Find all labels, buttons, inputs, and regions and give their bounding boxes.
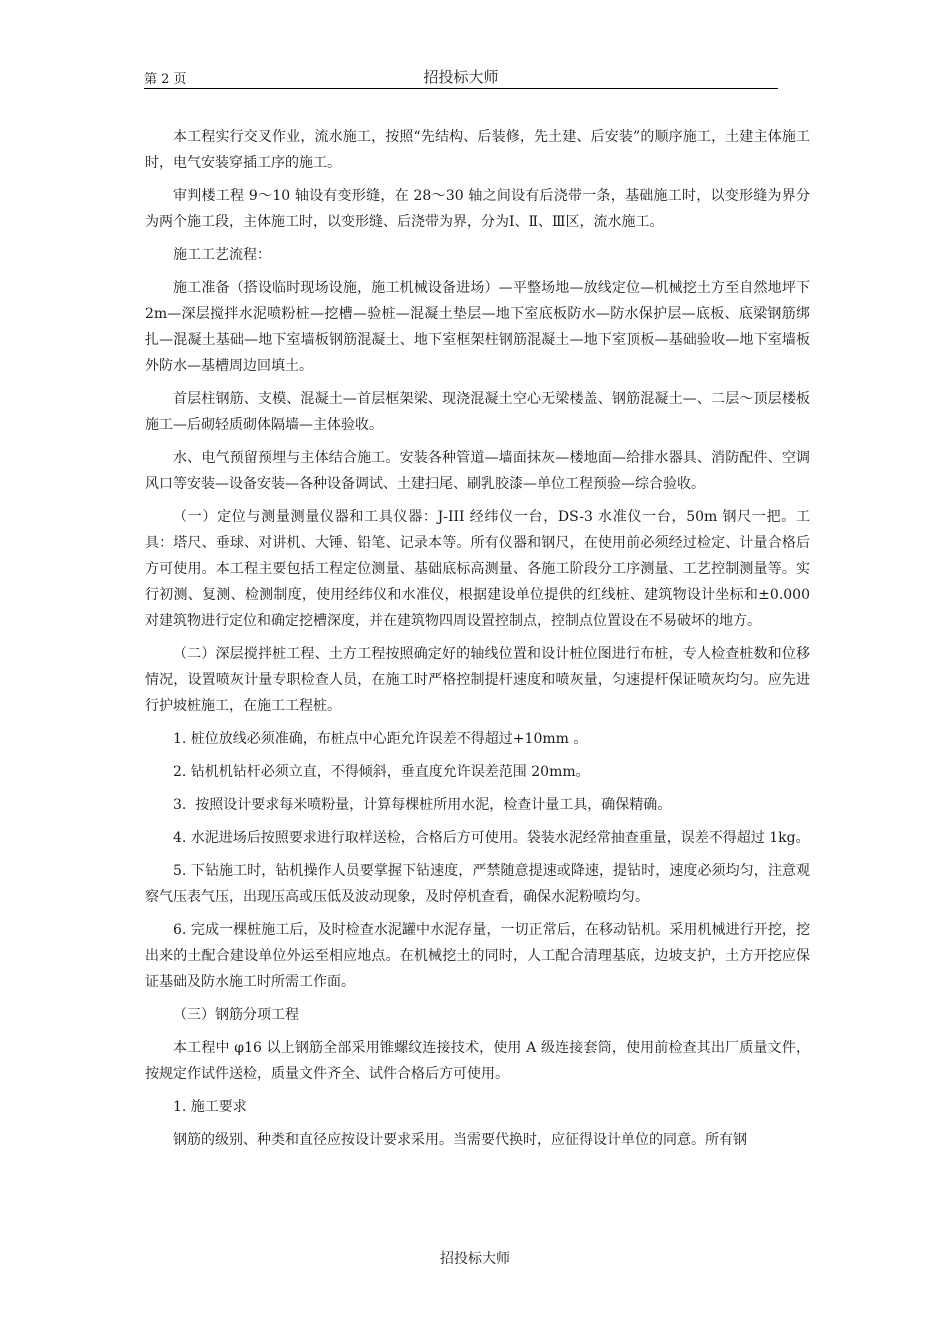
subsection-heading: 1. 施工要求 bbox=[173, 1099, 247, 1115]
paragraph: 首层柱钢筋、支模、混凝土—首层框架梁、现浇混凝土空心无梁楼盖、钢筋混凝土—、二层～顶层楼板施工—后砌轻质砌体隔墙—主体验收。 bbox=[145, 391, 810, 433]
page-footer: 招投标大师 bbox=[440, 1251, 510, 1267]
list-item: 6. 完成一棵桩施工后，及时检查水泥罐中水泥存量，一切正常后，在移动钻机。采用机械进行开挖，挖出来的土配合建设单位外运至相应地点。在机械挖土的同时，人工配合清理基底，边坡支护，土方开挖应保证基础及防水施工时所需工作面。 bbox=[145, 922, 810, 990]
paragraph: 水、电气预留预埋与主体结合施工。安装各种管道—墙面抹灰—楼地面—给排水器具、消防配件、空调风口等安装—设备安装—各种设备调试、土建扫尾、刷乳胶漆—单位工程预验—综合验收。 bbox=[145, 450, 810, 492]
list-item: 2. 钻机机钻杆必须立直，不得倾斜，垂直度允许误差范围 20mm。 bbox=[173, 764, 590, 780]
paragraph: （二）深层搅拌桩工程、土方工程按照确定好的轴线位置和设计桩位图进行布桩，专人检查桩数和位移情况，设置喷灰计量专职检查人员，在施工时严格控制提杆速度和喷灰量，匀速提杆保证喷灰均匀。应先进行护坡桩施工，在施工工程桩。 bbox=[145, 646, 810, 714]
paragraph: 本工程实行交叉作业，流水施工，按照“先结构、后装修，先土建、后安装”的顺序施工，土建主体施工时，电气安装穿插工序的施工。 bbox=[145, 129, 810, 171]
paragraph: （一）定位与测量测量仪器和工具仪器：J-III 经纬仪一台，DS-3 水准仪一台，50m 钢尺一把。工具：塔尺、垂球、对讲机、大锤、铅笔、记录本等。所有仪器和钢尺，在使用前必须经过检定、计量合格后方可使用。本工程主要包括工程定位测量、基础底标高测量、各施工阶段分工序测量、工艺控制测量等。实行初测、复测、检测制度，使用经纬仪和水准仪，根据建设单位提供的红线桩、建筑物设计坐标和±0.000 对建筑物进行定位和确定挖槽深度，并在建筑物四周设置控制点，控制点位置设在不易破坏的地方。 bbox=[145, 509, 815, 629]
list-item: 4. 水泥进场后按照要求进行取样送检，合格后方可使用。袋装水泥经常抽查重量，误差不得超过 1kg。 bbox=[173, 830, 810, 846]
list-item: 1. 桩位放线必须准确，布桩点中心距允许误差不得超过+10mm 。 bbox=[173, 731, 588, 747]
paragraph: 施工准备（搭设临时现场设施，施工机械设备进场）—平整场地—放线定位—机械挖土方至自然地坪下 2m—深层搅拌水泥喷粉桩—挖槽—验桩—混凝土垫层—地下室底板防水—防水保护层—底板、底梁钢筋绑扎—混凝土基础—地下室墙板钢筋混凝土、地下室框架柱钢筋混凝土—地下室顶板—基础验收—地下室墙板外防水—基槽周边回填土。 bbox=[145, 280, 815, 374]
section-heading: （三）钢筋分项工程 bbox=[173, 1007, 299, 1023]
list-item: 3. 按照设计要求每米喷粉量，计算每棵桩所用水泥，检查计量工具，确保精确。 bbox=[173, 797, 672, 813]
paragraph: 钢筋的级别、种类和直径应按设计要求采用。当需要代换时，应征得设计单位的同意。所有钢 bbox=[173, 1132, 747, 1148]
paragraph: 施工工艺流程： bbox=[173, 247, 271, 263]
header-title: 招投标大师 bbox=[423, 68, 499, 86]
paragraph: 本工程中 φ16 以上钢筋全部采用锥螺纹连接技术，使用 A 级连接套筒，使用前检查其出厂质量文件，按规定作试件送检，质量文件齐全、试件合格后方可使用。 bbox=[145, 1040, 810, 1082]
document-body bbox=[145, 124, 815, 1160]
page-number: 第 2 页 bbox=[144, 72, 187, 87]
list-item: 5. 下钻施工时，钻机操作人员要掌握下钻速度，严禁随意提速或降速，提钻时，速度必须均匀，注意观察气压表气压，出现压高或压低及波动现象，及时停机查看，确保水泥粉喷均匀。 bbox=[145, 863, 810, 905]
paragraph: 审判楼工程 9～10 轴设有变形缝，在 28～30 轴之间设有后浇带一条，基础施工时，以变形缝为界分为两个施工段，主体施工时，以变形缝、后浇带为界，分为Ⅰ、Ⅱ、Ⅲ区，流水施工。 bbox=[145, 188, 810, 230]
page-header bbox=[144, 66, 778, 89]
